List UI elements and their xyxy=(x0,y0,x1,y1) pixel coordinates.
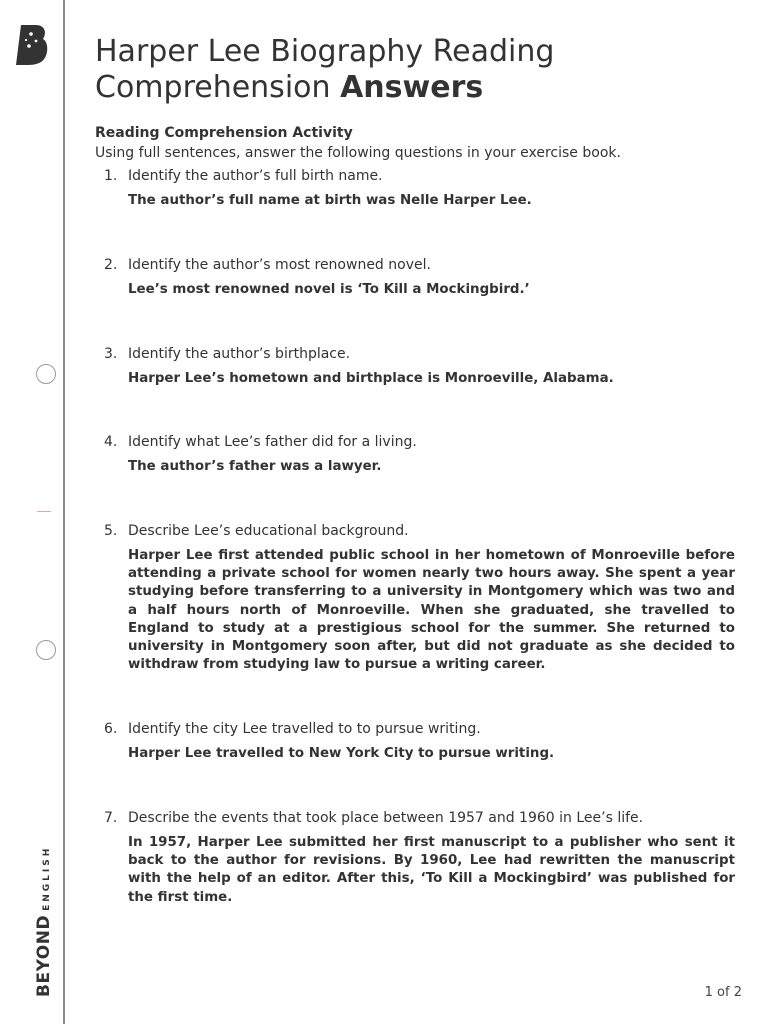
worksheet-content xyxy=(95,34,735,162)
page-number: 1 of 2 xyxy=(704,985,742,1000)
page-title xyxy=(95,34,735,106)
question-number: 4. xyxy=(104,434,118,450)
question-item xyxy=(95,809,735,907)
question-text: Identify what Lee’s father did for a living. xyxy=(128,434,417,450)
question-text: Identify the city Lee travelled to to pursue writing. xyxy=(128,721,481,737)
answer-text: The author’s full name at birth was Nelle Harper Lee. xyxy=(128,193,532,208)
question-item xyxy=(95,720,735,763)
answer-text: Harper Lee travelled to New York City to pursue writing. xyxy=(128,746,555,761)
question-item xyxy=(95,256,735,299)
question-text: Describe the events that took place between 1957 and 1960 in Lee’s life. xyxy=(128,810,644,826)
answer-text: Lee’s most renowned novel is ‘To Kill a Mockingbird.’ xyxy=(128,282,530,297)
activity-title: Reading Comprehension Activity xyxy=(95,125,353,141)
fold-mark xyxy=(37,511,51,512)
question-text: Identify the author’s most renowned novel. xyxy=(128,257,431,273)
brand-subname: ENGLISH xyxy=(42,845,52,911)
title-line-2-bold: Answers xyxy=(340,70,484,105)
title-line-2-prefix: Comprehension xyxy=(95,70,331,105)
answer-text: Harper Lee’s hometown and birthplace is Monroeville, Alabama. xyxy=(128,371,614,386)
question-item xyxy=(95,345,735,388)
question-number: 5. xyxy=(104,523,118,539)
margin-rule xyxy=(63,0,65,1024)
question-number: 6. xyxy=(104,721,118,737)
activity-instructions: Using full sentences, answer the following questions in your exercise book. xyxy=(95,145,621,161)
brand-vertical xyxy=(34,846,54,997)
answer-text: In 1957, Harper Lee submitted her first manuscript to a publisher who sent it back to the author for revisions. By 1960, Lee had rewritten the manuscript with the help of an editor. After this, ‘To Kill a Mockingbird’ was published for the first time. xyxy=(128,835,735,905)
question-item xyxy=(95,433,735,476)
answer-text: Harper Lee first attended public school in her hometown of Monroeville before attending a private school for women nearly two hours away. She spent a year studying before transferring to a university in Montgomery which was two and a half hours north of Monroeville. When she graduated, she travelled to England to study at a prestigious school for the summer. She returned to university in Montgomery soon after, but did not graduate as she decided to withdraw from studying law to pursue a writing career. xyxy=(128,548,735,673)
title-line-1: Harper Lee Biography Reading xyxy=(95,34,555,69)
question-number: 2. xyxy=(104,257,118,273)
question-number: 1. xyxy=(104,168,118,184)
question-text: Identify the author’s full birth name. xyxy=(128,168,383,184)
brand-name: BEYOND xyxy=(34,914,54,997)
answer-text: The author’s father was a lawyer. xyxy=(128,459,382,474)
question-text: Identify the author’s birthplace. xyxy=(128,346,351,362)
question-text: Describe Lee’s educational background. xyxy=(128,523,409,539)
question-item xyxy=(95,167,735,210)
question-number: 3. xyxy=(104,346,118,362)
punch-hole-icon xyxy=(36,364,56,384)
question-item xyxy=(95,522,735,674)
question-number: 7. xyxy=(104,810,118,826)
punch-hole-icon xyxy=(36,640,56,660)
beyond-logo-icon xyxy=(16,25,50,65)
